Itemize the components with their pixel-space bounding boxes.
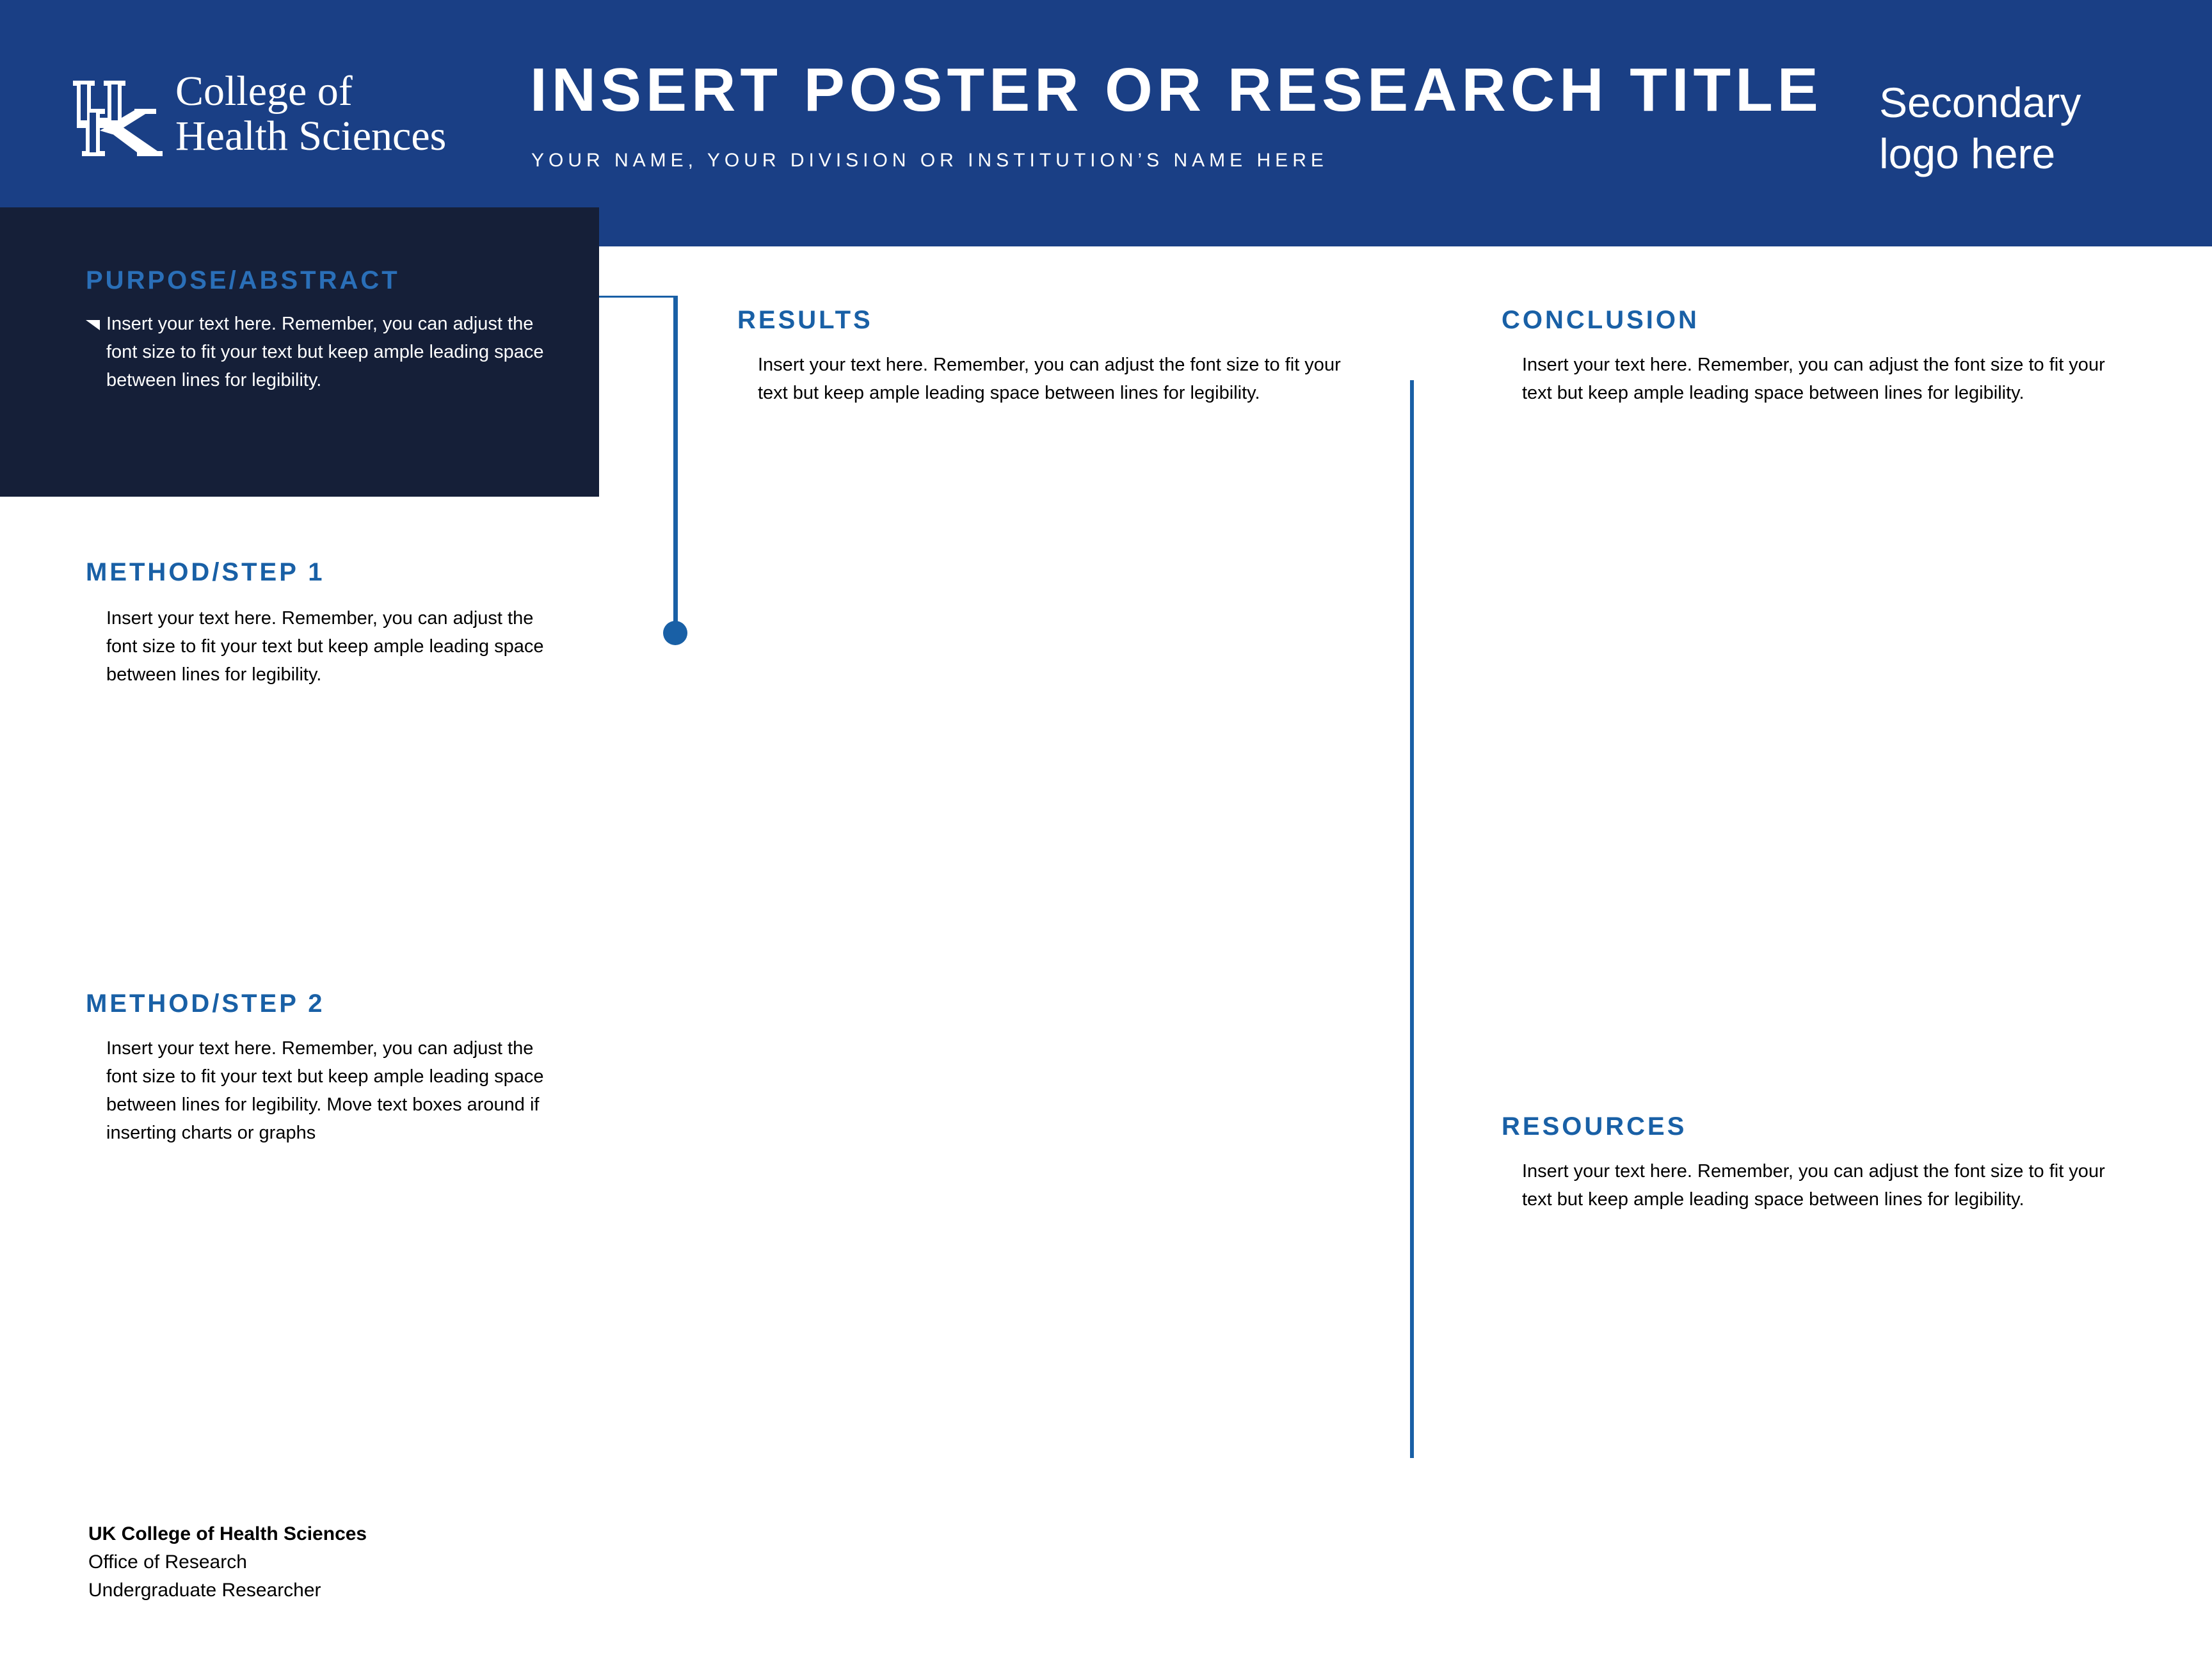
- connector-dot: [663, 621, 687, 645]
- secondary-logo-line1: Secondary: [1879, 79, 2081, 126]
- college-name-line1: College of: [175, 68, 353, 115]
- results-title: RESULTS: [737, 306, 873, 334]
- column-divider: [1410, 380, 1414, 1458]
- uk-monogram-icon: [73, 81, 168, 156]
- college-name-line2: Health Sciences: [175, 113, 447, 159]
- method2-title: METHOD/STEP 2: [86, 990, 325, 1018]
- conclusion-text: Insert your text here. Remember, you can adjust the font size to fit your text but keep ample leading space between lines for legibility.: [1522, 355, 2105, 403]
- purpose-panel: [0, 207, 599, 497]
- footer-institution: UK College of Health Sciences: [88, 1523, 367, 1544]
- resources-text: Insert your text here. Remember, you can adjust the font size to fit your text but keep ample leading space between lines for legibility.: [1522, 1161, 2105, 1210]
- purpose-title: PURPOSE/ABSTRACT: [86, 266, 400, 294]
- method2-text: Insert your text here. Remember, you can adjust the font size to fit your text but keep ample leading space between lines for legibility. Move text boxes around if inserting charts or graphs: [106, 1038, 544, 1143]
- method1-title: METHOD/STEP 1: [86, 558, 325, 586]
- footer-office: Office of Research: [88, 1551, 247, 1573]
- conclusion-title: CONCLUSION: [1502, 306, 1699, 334]
- secondary-logo-line2: logo here: [1879, 130, 2056, 177]
- poster-title: INSERT POSTER OR RESEARCH TITLE: [530, 56, 1823, 124]
- footer-role: Undergraduate Researcher: [88, 1580, 321, 1601]
- secondary-logo-placeholder: [1879, 77, 2081, 179]
- method1-text: Insert your text here. Remember, you can adjust the font size to fit your text but keep ample leading space between lines for legibility.: [106, 608, 544, 685]
- connector-line-horizontal: [599, 296, 677, 298]
- results-text: Insert your text here. Remember, you can adjust the font size to fit your text but keep ample leading space between lines for legibility.: [758, 355, 1341, 403]
- connector-line-vertical: [673, 296, 678, 632]
- purpose-text: Insert your text here. Remember, you can adjust the font size to fit your text but keep ample leading space between lines for legibility.: [106, 314, 544, 390]
- resources-title: RESOURCES: [1502, 1112, 1687, 1141]
- college-name: [175, 69, 446, 159]
- poster-subtitle: YOUR NAME, YOUR DIVISION OR INSTITUTION’S NAME HERE: [531, 150, 1328, 171]
- bullet-triangle-icon: [86, 320, 100, 330]
